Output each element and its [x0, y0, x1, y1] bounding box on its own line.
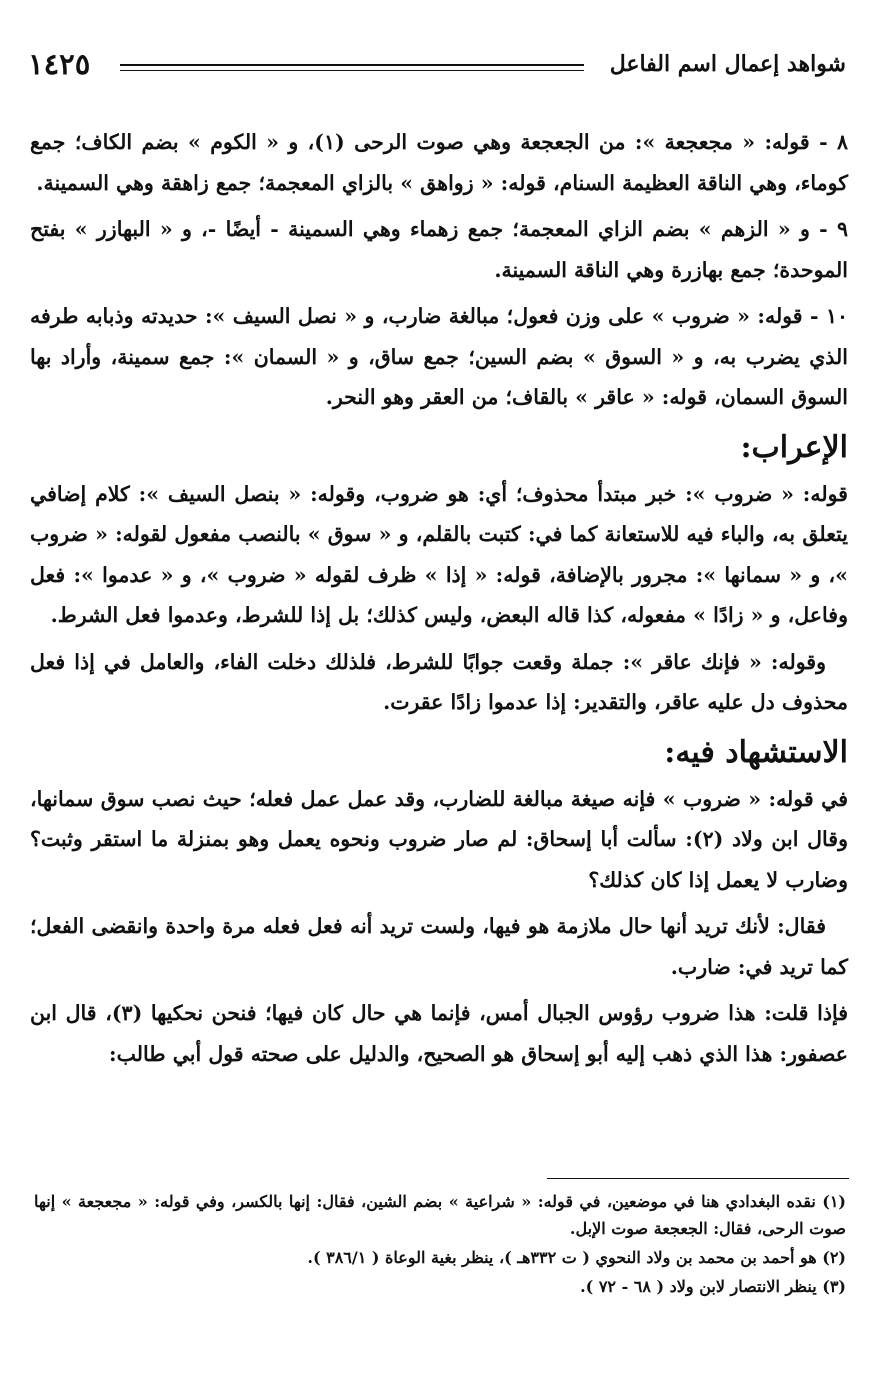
footnote-1: (١) نقده البغدادي هنا في موضعين، في قوله: « شراعية » بضم الشين، فقال: إنها بالكسر، وفي قوله: « مجعجعة » إنها صوت الرحى، فقال: الجعجعة صوت الإبل.	[34, 1192, 846, 1238]
header-rule	[120, 64, 584, 71]
main-text	[30, 122, 848, 1080]
footnote-divider	[547, 1178, 849, 1179]
paragraph-istishhad-2: فقال: لأنك تريد أنها حال ملازمة هو فيها، ولست تريد أنه فعل فعله مرة واحدة وانقضى الفعل؛ كما تريد في: ضارب.	[30, 914, 848, 979]
heading-irab: الإعراب:	[740, 429, 848, 465]
footnotes	[34, 1188, 846, 1302]
running-title: شواهد إعمال اسم الفاعل	[609, 51, 846, 77]
page-number: ١٤٢٥	[28, 47, 91, 81]
footnote-2: (٢) هو أحمد بن محمد بن ولاد النحوي ( ت ٣٣٢هـ )، ينظر بغية الوعاة ( ٣٨٦/١ ).	[307, 1248, 846, 1267]
page-header	[28, 44, 846, 84]
heading-istishhad: الاستشهاد فيه:	[664, 734, 848, 770]
paragraph-10: ١٠ - قوله: « ضروب » على وزن فعول؛ مبالغة ضارب، و « نصل السيف »: حديدته وذبابه طرفه الذي يضرب به، و « السوق » بضم السين؛ جمع ساق، و « السمان »: جمع سمينة، وأراد بها السوق السمان، قوله: « عاقر » بالقاف؛ من العقر وهو النحر.	[30, 304, 848, 409]
paragraph-istishhad-1: في قوله: « ضروب » فإنه صيغة مبالغة للضارب، وقد عمل عمل فعله؛ حيث نصب سوق سمانها، وقال ابن ولاد (٢): سألت أبا إسحاق: لم صار ضروب ونحوه يعمل وهو بمنزلة ما استقر وثبت؟ وضارب لا يعمل إذا كان كذلك؟	[30, 786, 848, 892]
paragraph-9: ٩ - و « الزهم » بضم الزاي المعجمة؛ جمع زهماء وهي السمينة - أيضًا -، و « البهازر » بفتح الموحدة؛ جمع بهازرة وهي الناقة السمينة.	[30, 217, 848, 282]
paragraph-istishhad-3: فإذا قلت: هذا ضروب رؤوس الجبال أمس، فإنما هي حال كان فيها؛ فنحن نحكيها (٣)، قال ابن عصفور: هذا الذي ذهب إليه أبو إسحاق هو الصحيح، والدليل على صحته قول أبي طالب:	[30, 1001, 848, 1066]
paragraph-irab-1: قوله: « ضروب »: خبر مبتدأ محذوف؛ أي: هو ضروب، وقوله: « بنصل السيف »: كلام إضافي يتعلق به، والباء فيه للاستعانة كما في: كتبت بالقلم، و « سوق » بالنصب مفعول لقوله: « ضروب »، و « سمانها »: مجرور بالإضافة، قوله: « إذا » ظرف لقوله « ضروب »، و « عدموا »: فعل وفاعل، و « زادًا » مفعوله، كذا قاله البعض، وليس كذلك؛ بل إذا للشرط، وعدموا فعل الشرط.	[30, 481, 848, 627]
footnote-3: (٣) ينظر الانتصار لابن ولاد ( ٦٨ - ٧٢ ).	[580, 1277, 846, 1296]
paragraph-irab-2: وقوله: « فإنك عاقر »: جملة وقعت جوابًا للشرط، فلذلك دخلت الفاء، والعامل في إذا فعل محذوف دل عليه عاقر، والتقدير: إذا عدموا زادًا عقرت.	[30, 649, 848, 714]
paragraph-8: ٨ - قوله: « مجعجعة »: من الجعجعة وهي صوت الرحى (١)، و « الكوم » بضم الكاف؛ جمع كوماء، وهي الناقة العظيمة السنام، قوله: « زواهق » بالزاي المعجمة؛ جمع زاهقة وهي السمينة.	[30, 130, 848, 195]
